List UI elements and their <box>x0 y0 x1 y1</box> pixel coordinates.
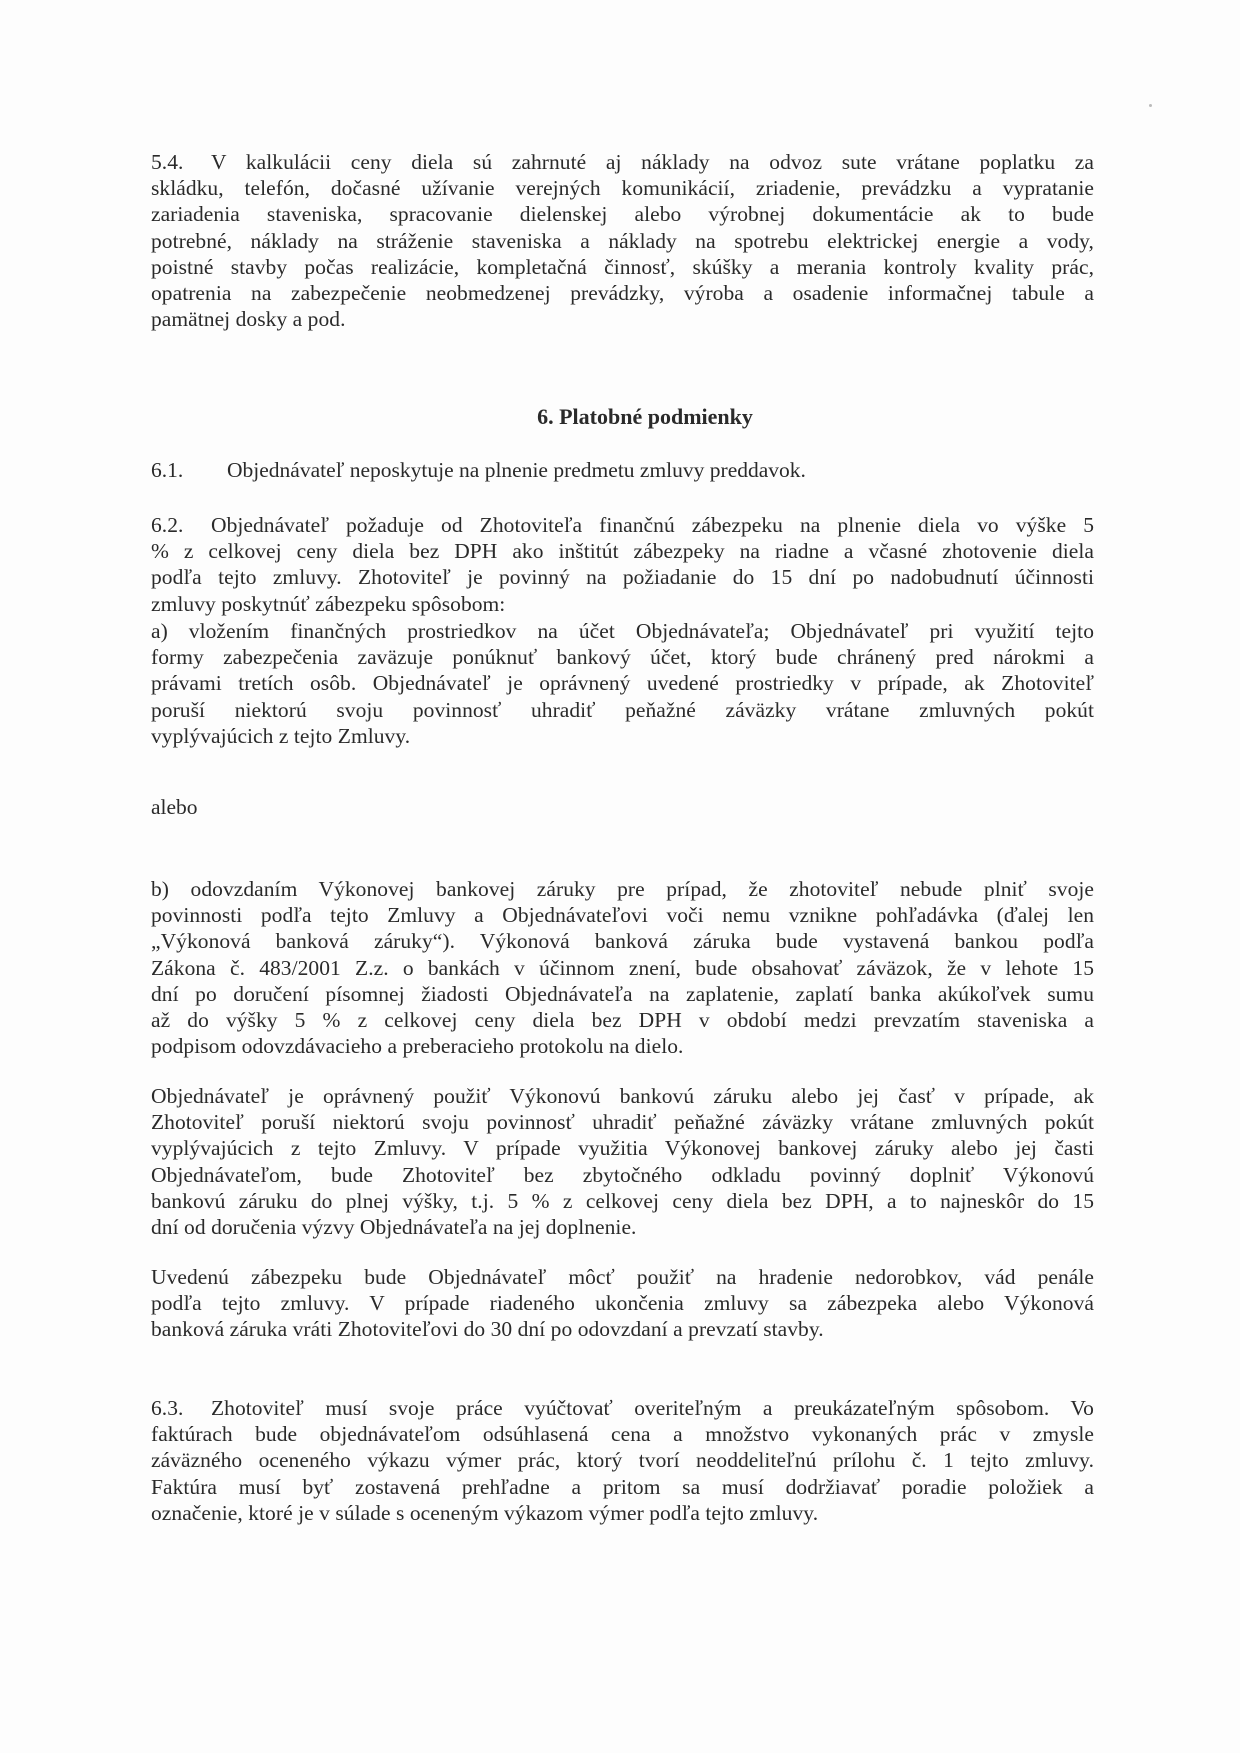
paragraph-line: faktúrach bude objednávateľom odsúhlasená cena a množstvo vykonaných prác v zmysle <box>151 1422 1094 1447</box>
scan-speck <box>1149 104 1152 107</box>
paragraph-line: „Výkonová banková záruky“). Výkonová banková záruka bude vystavená bankou podľa <box>151 929 1094 954</box>
paragraph-line: a) vložením finančných prostriedkov na účet Objednávateľa; Objednávateľ pri využití tejto <box>151 619 1094 643</box>
paragraph-line: vyplývajúcich z tejto Zmluvy. V prípade využitia Výkonovej bankovej záruky alebo jej časti <box>151 1136 1094 1161</box>
paragraph-line: záväzného oceneného výkazu výmer prác, ktorý tvorí neoddeliteľnú prílohu č. 1 tejto zmluvy. <box>151 1448 1094 1473</box>
paragraph-line: bankovú záruku do plnej výšky, t.j. 5 % z celkovej ceny diela bez DPH, a to najneskôr do 15 <box>151 1188 1094 1213</box>
paragraph-line: právami tretích osôb. Objednávateľ je oprávnený uvedené prostriedky v prípade, ak Zhotoviteľ <box>151 671 1094 696</box>
paragraph-line: vyplývajúcich z tejto Zmluvy. <box>151 723 411 748</box>
paragraph-line: pamätnej dosky a pod. <box>151 307 346 332</box>
paragraph-line: poruší niektorú svoju povinnosť uhradiť peňažné záväzky vrátane zmluvných pokút <box>151 697 1094 722</box>
paragraph-line: podľa tejto zmluvy. Zhotoviteľ je povinný na požiadanie do 15 dní po nadobudnutí účinnosti <box>151 565 1094 590</box>
paragraph-line: Zhotoviteľ poruší niektorú svoju povinnosť uhradiť peňažné záväzky vrátane zmluvných pokút <box>151 1110 1094 1135</box>
paragraph-line: skládku, telefón, dočasné užívanie verejných komunikácií, zriadenie, prevádzku a vypratanie <box>151 176 1094 201</box>
option-a <box>151 618 1094 749</box>
paragraph-line: potrebné, náklady na stráženie staveniska a náklady na spotrebu elektrickej energie a vody, <box>151 228 1094 253</box>
paragraph-line: označenie, ktoré je v súlade s oceneným výkazom výmer podľa tejto zmluvy. <box>151 1500 819 1525</box>
section-number: 6.1. <box>151 458 184 482</box>
paragraph-line: dní po doručení písomnej žiadosti Objednávateľa na zaplatenie, zaplatí banka akúkoľvek sumu <box>151 981 1094 1006</box>
paragraph-line: Zákona č. 483/2001 Z.z. o bankách v účinnom znení, bude obsahovať záväzok, že v lehote 15 <box>151 955 1094 980</box>
paragraph-line: Uvedenú zábezpeku bude Objednávateľ môcť použiť na hradenie nedorobkov, vád penále <box>151 1265 1094 1289</box>
or-text: alebo <box>151 795 198 819</box>
paragraph-line: opatrenia na zabezpečenie neobmedzenej prevádzky, výroba a osadenie informačnej tabule a <box>151 280 1094 305</box>
paragraph-line: banková záruka vráti Zhotoviteľovi do 30 dní po odovzdaní a prevzatí stavby. <box>151 1317 824 1342</box>
paragraph-line: až do výšky 5 % z celkovej ceny diela bez DPH v období medzi prevzatím staveniska a <box>151 1007 1094 1032</box>
paragraph-line: dní od doručenia výzvy Objednávateľa na jej doplnenie. <box>151 1214 637 1239</box>
paragraph-line: podľa tejto zmluvy. V prípade riadeného ukončenia zmluvy sa zábezpeka alebo Výkonová <box>151 1291 1094 1316</box>
paragraph-line: Objednávateľom, bude Zhotoviteľ bez zbytočného odkladu povinný doplniť Výkonovú <box>151 1162 1094 1187</box>
paragraph-line: Faktúra musí byť zostavená prehľadne a pritom sa musí dodržiavať poradie položiek a <box>151 1474 1094 1499</box>
section-number: 6.2. <box>151 513 184 537</box>
paragraph-line: povinnosti podľa tejto Zmluvy a Objednávateľovi voči nemu vznikne pohľadávka (ďalej len <box>151 903 1094 928</box>
paragraph-line: 5.4. V kalkulácii ceny diela sú zahrnuté aj náklady na odvoz sute vrátane poplatku za <box>151 150 1094 174</box>
option-b <box>151 876 1094 1059</box>
paragraph-line: formy zabezpečenia zaväzuje ponúknuť bankový účet, ktorý bude chránený pred nárokmi a <box>151 645 1094 670</box>
section-number: 5.4. <box>151 150 184 174</box>
paragraph-line: 6.3. Zhotoviteľ musí svoje práce vyúčtovať overiteľným a preukázateľným spôsobom. Vo <box>151 1396 1094 1420</box>
paragraph-text: Objednávateľ neposkytuje na plnenie predmetu zmluvy preddavok. <box>227 458 806 482</box>
paragraph-line: poistné stavby počas realizácie, kompletačná činnosť, skúšky a merania kontroly kvality prác, <box>151 254 1094 279</box>
section-heading: 6. Platobné podmienky <box>537 404 753 429</box>
paragraph-line: podpisom odovzdávacieho a preberacieho protokolu na dielo. <box>151 1034 684 1059</box>
paragraph-guarantee-use <box>151 1083 1094 1240</box>
section-6-3 <box>151 1395 1094 1526</box>
paragraph-line: zmluvy poskytnúť zábezpeku spôsobom: <box>151 591 506 616</box>
paragraph-guarantee-return <box>151 1264 1094 1343</box>
section-5-4 <box>151 149 1094 332</box>
paragraph-line: b) odovzdaním Výkonovej bankovej záruky pre prípad, že zhotoviteľ nebude plniť svoje <box>151 877 1094 901</box>
section-6-2 <box>151 512 1094 617</box>
paragraph-line: 6.2. Objednávateľ požaduje od Zhotoviteľa finančnú zábezpeku na plnenie diela vo výške 5 <box>151 513 1094 537</box>
section-number: 6.3. <box>151 1396 184 1420</box>
section-6-1 <box>151 458 806 483</box>
paragraph-line: zariadenia staveniska, spracovanie dielenskej alebo výrobnej dokumentácie ak to bude <box>151 202 1094 227</box>
paragraph-line: % z celkovej ceny diela bez DPH ako inštitút zábezpeky na riadne a včasné zhotovenie diela <box>151 539 1094 564</box>
paragraph-line: Objednávateľ je oprávnený použiť Výkonovú bankovú záruku alebo jej časť v prípade, ak <box>151 1084 1094 1108</box>
